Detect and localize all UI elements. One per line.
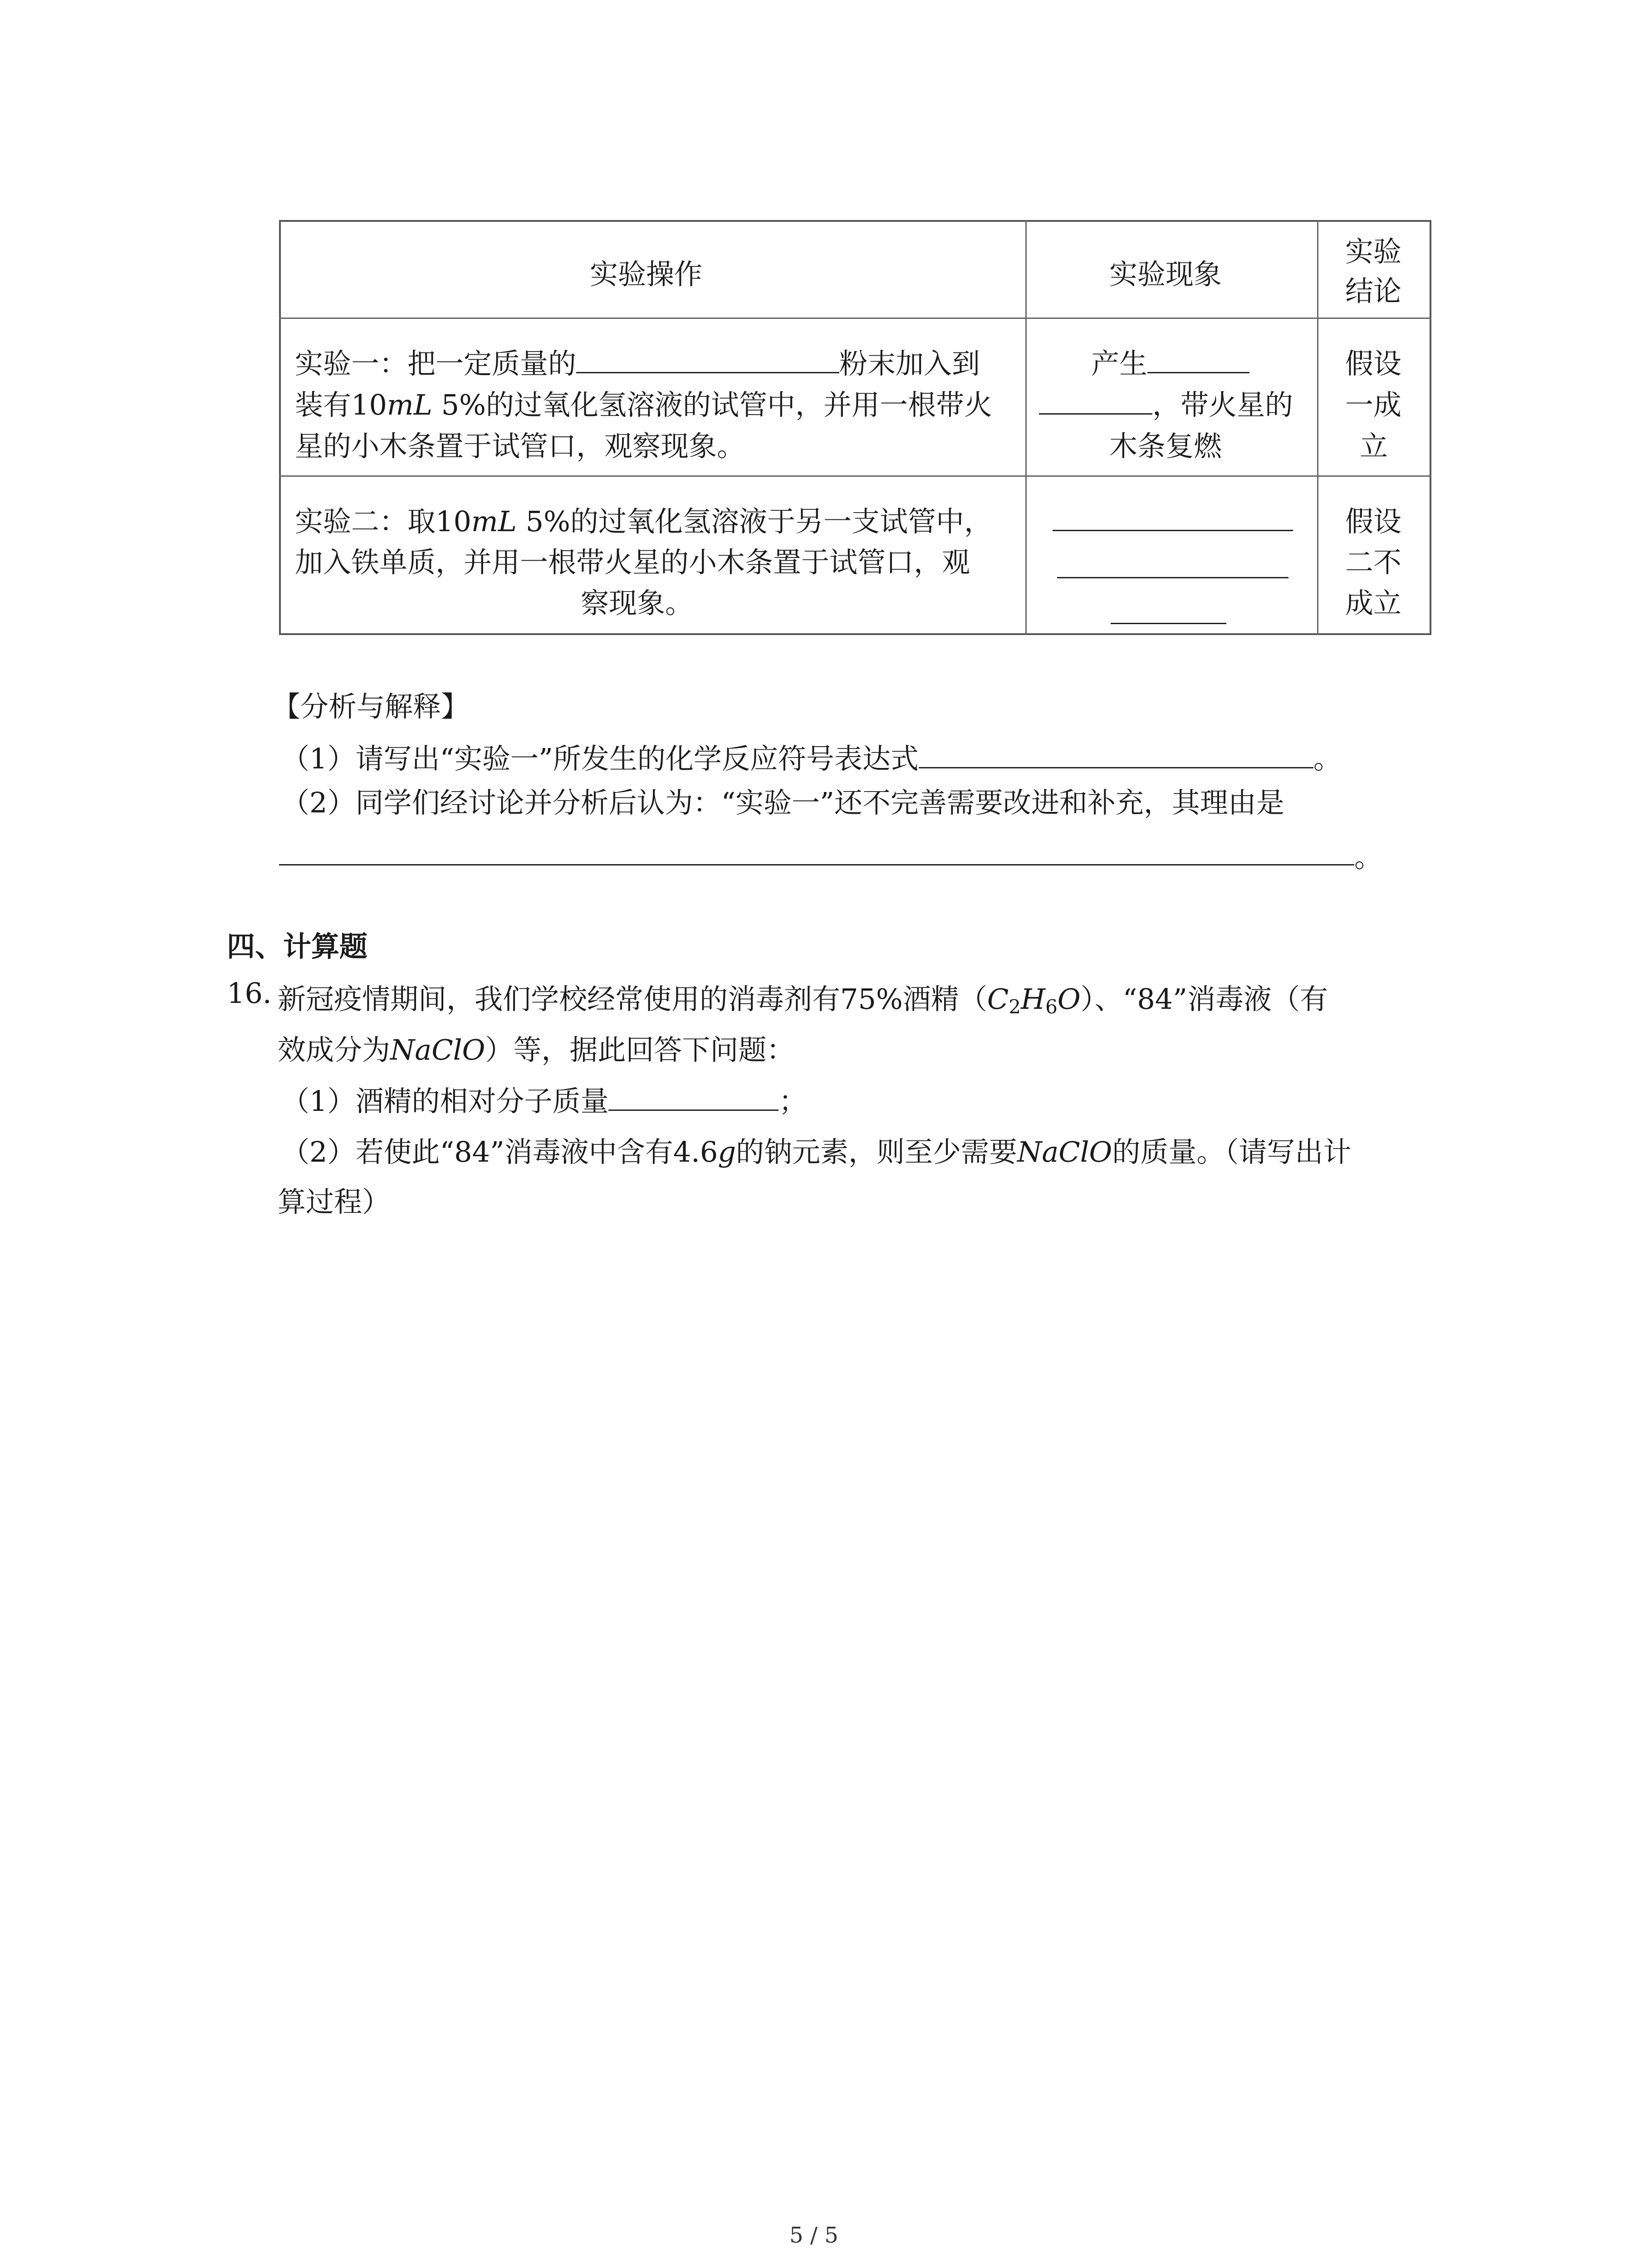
table-row-divider [279, 475, 1431, 477]
row1-concl-line3: 立 [1360, 430, 1388, 463]
q16-sub1-blank[interactable] [608, 1081, 779, 1111]
row1-phen-blank-2[interactable] [1039, 385, 1152, 415]
analysis-q1-blank[interactable] [919, 739, 1313, 768]
q16-line1-end: ）、“84”消毒液（有 [1080, 982, 1328, 1016]
formula-c: C [987, 982, 1009, 1016]
q16-line2 [278, 1027, 794, 1068]
formula-o: O [1057, 982, 1081, 1016]
analysis-q2-blank[interactable] [279, 864, 1354, 865]
q16-sub2 [281, 1129, 1351, 1170]
formula-h: H [1021, 982, 1046, 1016]
row1-op-line2-start: 装有10 [295, 388, 387, 421]
analysis-q2: （2）同学们经讨论并分析后认为：“实验一”还不完善需要改进和补充，其理由是 [281, 786, 1284, 819]
unit-ml: mL [387, 388, 432, 421]
unit-g: g [718, 1135, 736, 1168]
header-conclusion-line2: 结论 [1345, 274, 1402, 308]
row2-phen-blank-2[interactable] [1057, 577, 1288, 578]
row1-concl-line2: 一成 [1345, 388, 1402, 421]
formula-naclo: NaClO [390, 1033, 485, 1066]
row2-op-line2: 加入铁单质，并用一根带火星的小木条置于试管口，观 [295, 546, 970, 579]
row2-op-line3: 察现象。 [581, 587, 694, 620]
header-phenomenon: 实验现象 [1109, 258, 1222, 291]
analysis-heading: 【分析与解释】 [272, 690, 470, 723]
page-number: 5 / 5 [789, 2223, 838, 2248]
table-header-divider [279, 318, 1431, 319]
row1-phen-line1 [1091, 341, 1249, 381]
row1-phen-line3: 木条复燃 [1109, 430, 1222, 463]
table-col-divider-2 [1317, 220, 1318, 635]
row2-op-line1 [295, 499, 992, 539]
row1-op-line2-end: 5%的过氧化氢溶液的试管中，并用一根带火 [432, 388, 992, 421]
q16-sub1 [281, 1079, 807, 1119]
row2-concl-line2: 二不 [1345, 546, 1402, 579]
row2-phen-blank-1[interactable] [1053, 530, 1293, 531]
row2-op-line1-end: 5%的过氧化氢溶液于另一支试管中， [516, 505, 992, 538]
formula-h-sub: 6 [1045, 996, 1058, 1018]
q16-sub1-end: ； [779, 1085, 807, 1118]
row1-op-line1 [295, 341, 980, 381]
unit-ml: mL [471, 505, 517, 538]
q16-line2-start: 效成分为 [278, 1033, 391, 1066]
q16-line1 [278, 977, 1328, 1018]
row1-powder-blank[interactable] [576, 344, 839, 373]
row1-phen-line2 [1039, 382, 1293, 423]
row1-op-line2 [295, 382, 992, 423]
formula-c-sub: 2 [1009, 996, 1021, 1018]
q16-sub1-text: （1）酒精的相对分子质量 [281, 1085, 609, 1118]
q16-sub2-end: 的质量。（请写出计 [1112, 1135, 1352, 1168]
q16-number: 16. [227, 977, 272, 1010]
q16-sub2-mid: 的钠元素，则至少需要 [736, 1135, 1018, 1168]
analysis-q1 [281, 736, 1342, 777]
row1-phen-line1-text: 产生 [1091, 347, 1148, 380]
q16-line1-start: 新冠疫情期间，我们学校经常使用的消毒剂有75%酒精（ [278, 982, 987, 1016]
analysis-q1-text: （1）请写出“实验一”所发生的化学反应符号表达式 [281, 742, 919, 775]
header-conclusion-line1: 实验 [1345, 235, 1402, 268]
row2-op-line1-start: 实验二：取10 [295, 505, 471, 538]
analysis-q1-end: 。 [1313, 742, 1342, 775]
q16-sub2-start: （2）若使此“84”消毒液中含有4.6 [281, 1135, 718, 1168]
section-title: 四、计算题 [227, 930, 368, 963]
analysis-q2-end: 。 [1354, 841, 1383, 874]
q16-sub2-line2: 算过程） [278, 1185, 391, 1218]
row2-concl-line3: 成立 [1345, 587, 1402, 620]
row1-concl-line1: 假设 [1345, 347, 1402, 380]
row1-phen-blank-1[interactable] [1147, 344, 1249, 373]
formula-naclo: NaClO [1017, 1135, 1112, 1168]
row1-op-line1-start: 实验一：把一定质量的 [295, 347, 577, 380]
row1-op-line3: 星的小木条置于试管口，观察现象。 [295, 430, 745, 463]
table-col-divider-1 [1025, 220, 1027, 635]
header-operation: 实验操作 [590, 258, 703, 291]
row2-concl-line1: 假设 [1345, 505, 1402, 538]
row1-phen-line2-text: ，带火星的 [1152, 388, 1293, 421]
row2-phen-blank-3[interactable] [1111, 623, 1226, 624]
row1-op-line1-end: 粉末加入到 [839, 347, 980, 380]
q16-line2-end: ）等，据此回答下问题： [485, 1033, 795, 1066]
